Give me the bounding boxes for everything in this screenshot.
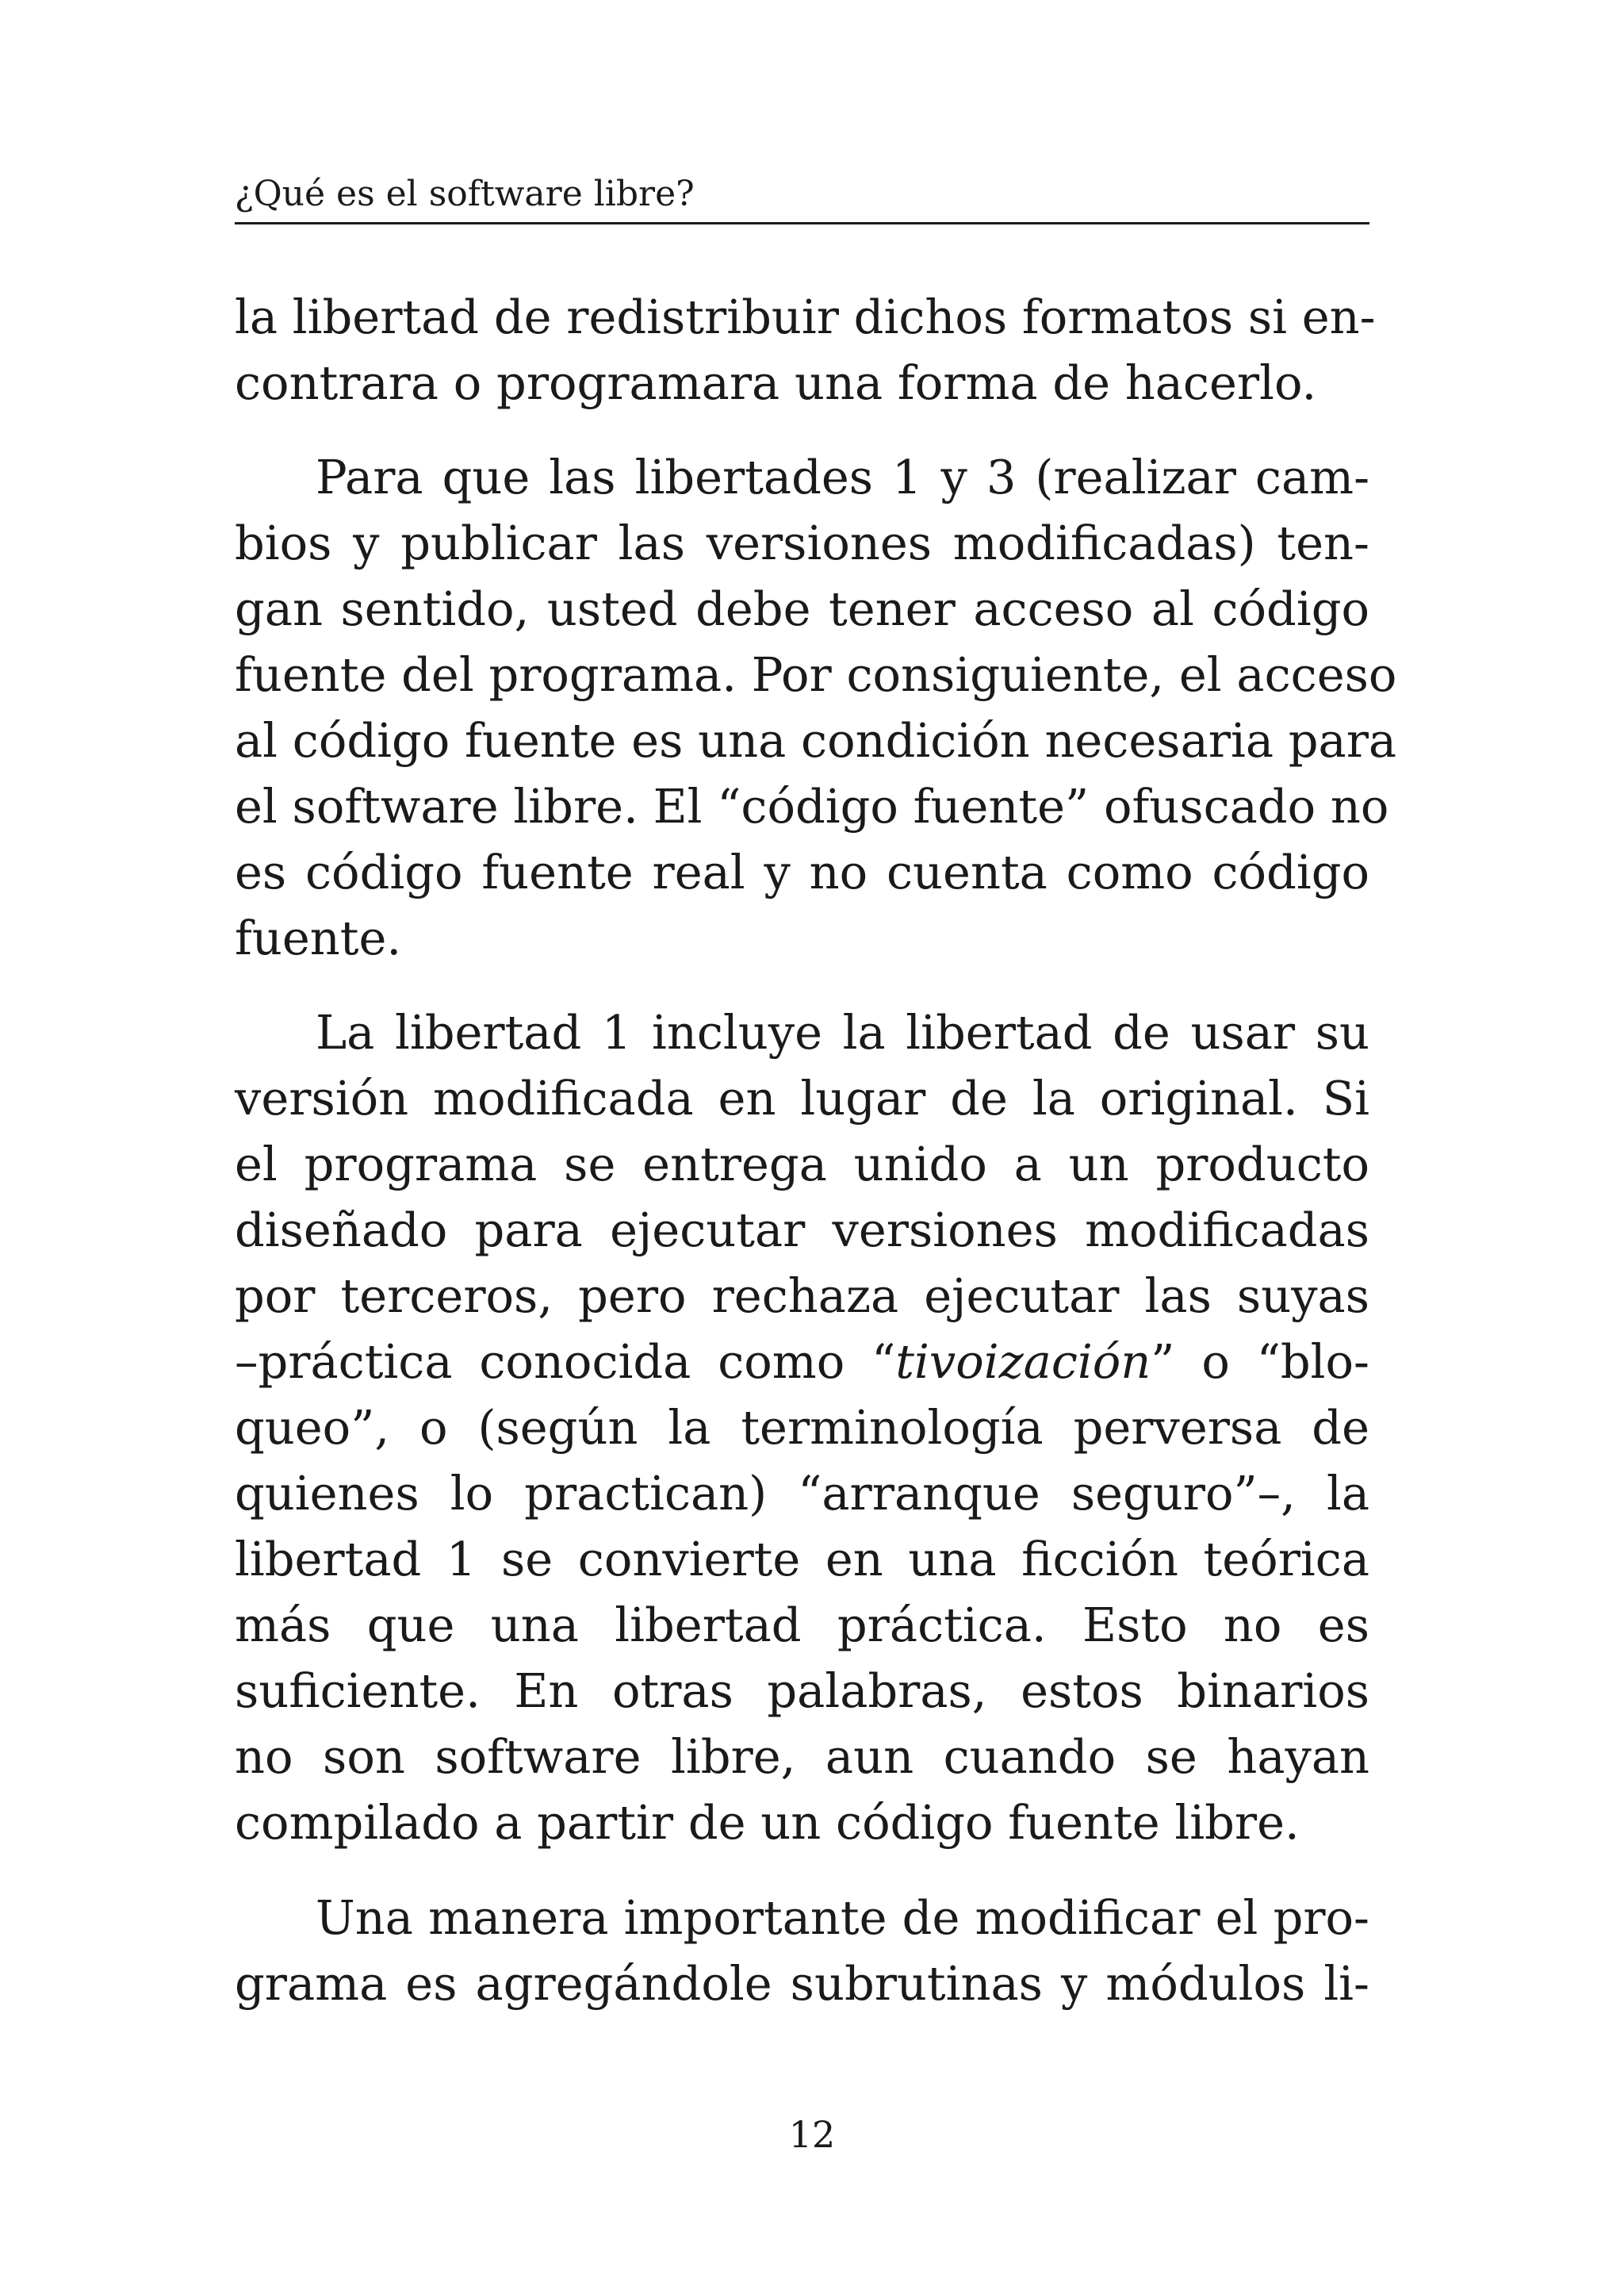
text-line: fuente. [235, 911, 402, 965]
text-line: quienes lo practican) “arranque seguro”–, la [235, 1466, 1369, 1521]
page-number: 12 [788, 2113, 836, 2156]
text-line: suficiente. En otras palabras, estos binarios [235, 1663, 1369, 1718]
text-line: –práctica conocida como “tivoización” o “blo- [235, 1334, 1369, 1389]
text-line: gan sentido, usted debe tener acceso al código [235, 581, 1369, 636]
text-line: más que una libertad práctica. Esto no es [235, 1598, 1369, 1652]
text-line: Para que las libertades 1 y 3 (realizar cam- [316, 450, 1369, 504]
text-line: bios y publicar las versiones modificadas) ten- [235, 516, 1369, 570]
text-line: queo”, o (según la terminología perversa de [235, 1400, 1369, 1455]
text-line: Una manera importante de modificar el pro- [316, 1890, 1369, 1945]
text-line: al código fuente es una condición necesaria para [235, 713, 1397, 768]
text-line: contrara o programara una forma de hacerlo. [235, 355, 1317, 410]
text-line: libertad 1 se convierte en una ficción teórica [235, 1532, 1369, 1586]
text-line: no son software libre, aun cuando se hayan [235, 1729, 1369, 1784]
text-line: el software libre. El “código fuente” ofuscado no [235, 779, 1389, 834]
text-line: fuente del programa. Por consiguiente, el acceso [235, 647, 1397, 702]
running-header [235, 168, 1369, 224]
text-line: es código fuente real y no cuenta como código [235, 845, 1369, 900]
text-line: el programa se entrega unido a un producto [235, 1137, 1369, 1191]
italic-term: tivoización [895, 1334, 1151, 1389]
text-line: La libertad 1 incluye la libertad de usar su [316, 1005, 1369, 1060]
text-line: la libertad de redistribuir dichos formatos si en- [235, 290, 1376, 344]
text-line: versión modificada en lugar de la original. Si [235, 1071, 1369, 1126]
text-line: grama es agregándole subrutinas y módulos li- [235, 1956, 1369, 2011]
text-line: diseñado para ejecutar versiones modificadas [235, 1203, 1369, 1257]
text-line: compilado a partir de un código fuente libre. [235, 1795, 1300, 1850]
text-line: por terceros, pero rechaza ejecutar las suyas [235, 1268, 1369, 1323]
header-title: ¿Qué es el software libre? [235, 174, 695, 214]
